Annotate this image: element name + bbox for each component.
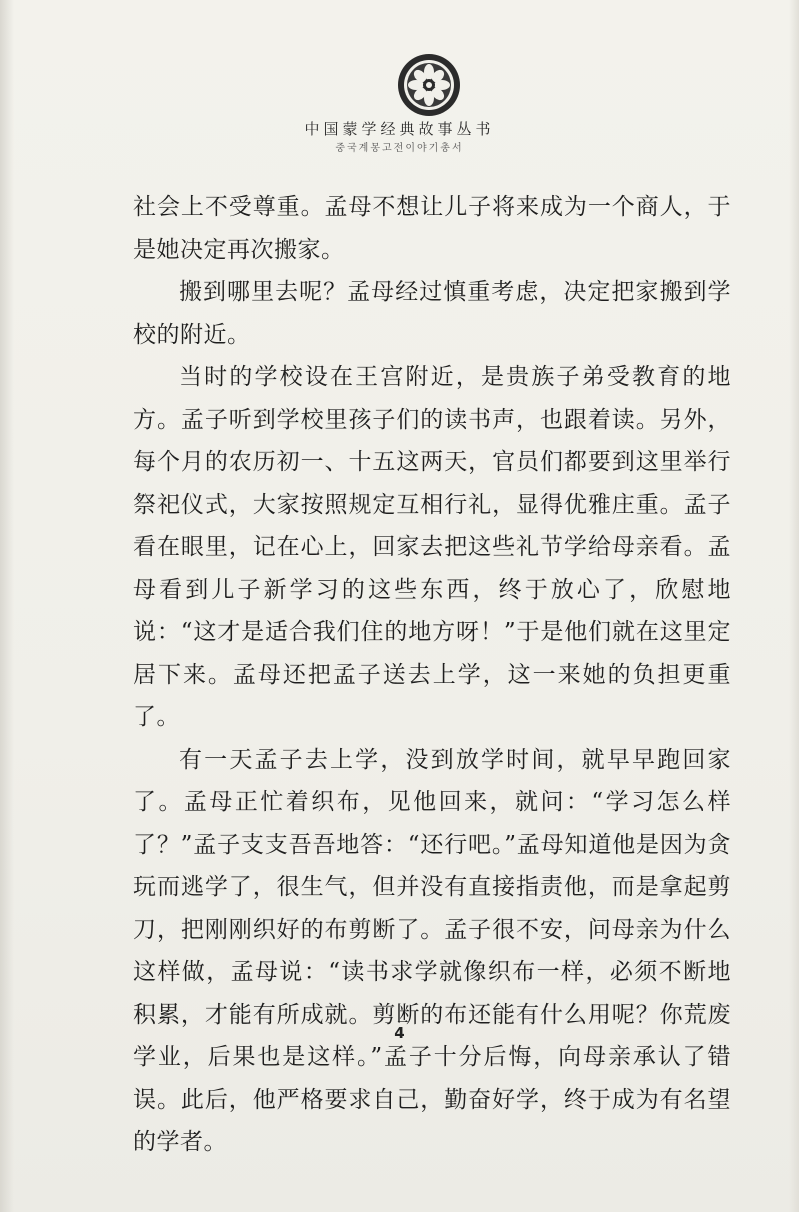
series-subtitle: 중국계몽고전이야기총서 xyxy=(335,143,464,154)
paragraph: 搬到哪里去呢？孟母经过慎重考虑，决定把家搬到学校的附近。 xyxy=(133,279,731,348)
series-title: 中国蒙学经典故事丛书 xyxy=(304,120,495,138)
page-number: 4 xyxy=(394,1024,405,1042)
paragraph: 社会上不受尊重。孟母不想让儿子将来成为一个商人，于是她决定再次搬家。 xyxy=(133,194,731,263)
body-text xyxy=(133,186,731,1164)
lotus-seal-icon xyxy=(396,52,462,118)
paragraph: 有一天孟子去上学，没到放学时间，就早早跑回家了。孟母正忙着织布，见他回来，就问：“学习怎么样了？”孟子支支吾吾地答：“还行吧。”孟母知道他是因为贪玩而逃学了，很生气，但并没有直接指责他，而是拿起剪刀，把刚刚织好的布剪断了。孟子很不安，问母亲为什么这样做，孟母说：“读书求学就像织布一样，必须不断地积累，才能有所成就。剪断的布还能有什么用呢？你荒废学业，后果也是这样。”孟子十分后悔，向母亲承认了错误。此后，他严格要求自己，勤奋好学，终于成为有名望的学者。 xyxy=(133,746,731,1155)
paragraph: 当时的学校设在王宫附近，是贵族子弟受教育的地方。孟子听到学校里孩子们的读书声，也跟着读。另外，每个月的农历初一、十五这两天，官员们都要到这里举行祭祀仪式，大家按照规定互相行礼，显得优雅庄重。孟子看在眼里，记在心上，回家去把这些礼节学给母亲看。孟母看到儿子新学习的这些东西，终于放心了，欣慰地说：“这才是适合我们住的地方呀！”于是他们就在这里定居下来。孟母还把孟子送去上学，这一来她的负担更重了。 xyxy=(133,364,731,730)
